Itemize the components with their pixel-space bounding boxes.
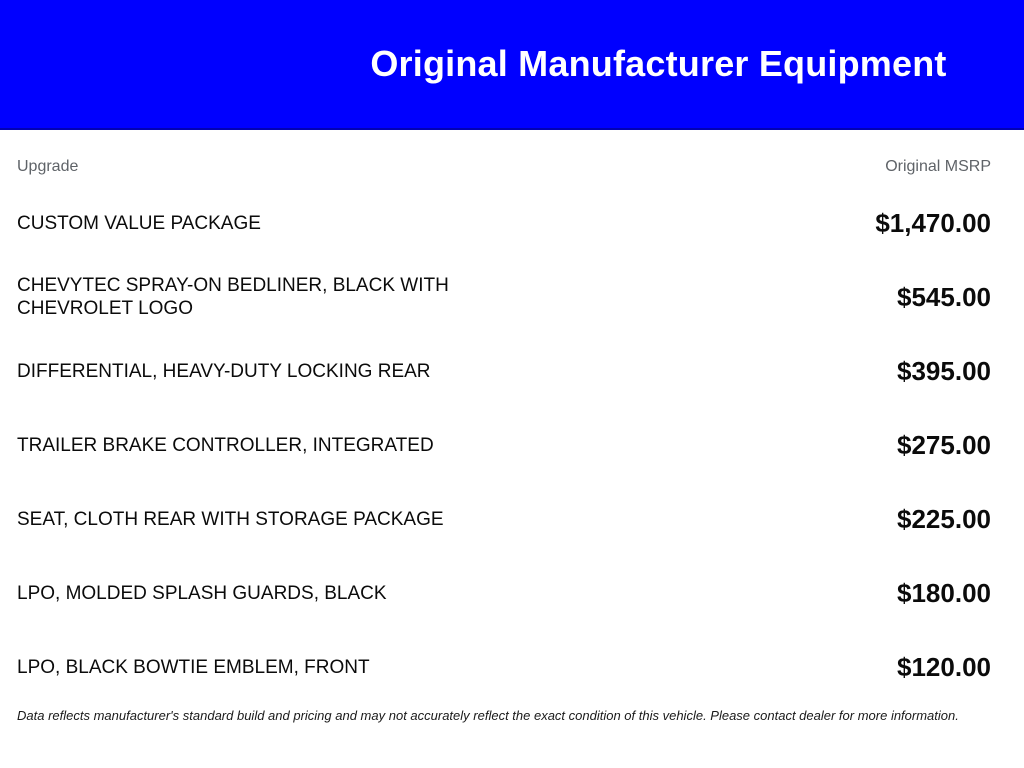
equipment-table bbox=[0, 158, 1024, 723]
msrp-price: $1,470.00 bbox=[875, 207, 991, 238]
msrp-price: $180.00 bbox=[897, 577, 991, 608]
table-row bbox=[17, 630, 991, 704]
msrp-price: $395.00 bbox=[897, 355, 991, 386]
upgrade-name: SEAT, CLOTH REAR WITH STORAGE PACKAGE bbox=[17, 508, 444, 530]
msrp-price: $120.00 bbox=[897, 651, 991, 682]
table-column-headers bbox=[17, 158, 991, 176]
column-header-msrp: Original MSRP bbox=[885, 158, 991, 175]
page-title: Original Manufacturer Equipment bbox=[370, 43, 947, 84]
upgrade-name: CUSTOM VALUE PACKAGE bbox=[17, 212, 261, 234]
upgrade-name: TRAILER BRAKE CONTROLLER, INTEGRATED bbox=[17, 434, 434, 456]
table-rows bbox=[17, 186, 991, 704]
upgrade-name: LPO, MOLDED SPLASH GUARDS, BLACK bbox=[17, 582, 387, 604]
disclaimer-text: Data reflects manufacturer's standard build and pricing and may not accurately reflect the exact condition of this vehicle. Please contact dealer for more information. bbox=[17, 708, 959, 723]
column-header-upgrade: Upgrade bbox=[17, 158, 79, 175]
table-row bbox=[17, 482, 991, 556]
table-row bbox=[17, 408, 991, 482]
msrp-price: $225.00 bbox=[897, 503, 991, 534]
upgrade-name: CHEVYTEC SPRAY-ON BEDLINER, BLACK WITH CHEVROLET LOGO bbox=[17, 275, 449, 319]
table-row bbox=[17, 260, 991, 334]
upgrade-name: LPO, BLACK BOWTIE EMBLEM, FRONT bbox=[17, 656, 370, 678]
table-row bbox=[17, 556, 991, 630]
msrp-price: $545.00 bbox=[897, 281, 991, 312]
upgrade-name: DIFFERENTIAL, HEAVY-DUTY LOCKING REAR bbox=[17, 360, 431, 382]
msrp-price: $275.00 bbox=[897, 429, 991, 460]
page-header bbox=[0, 0, 1024, 130]
table-row bbox=[17, 186, 991, 260]
table-row bbox=[17, 334, 991, 408]
